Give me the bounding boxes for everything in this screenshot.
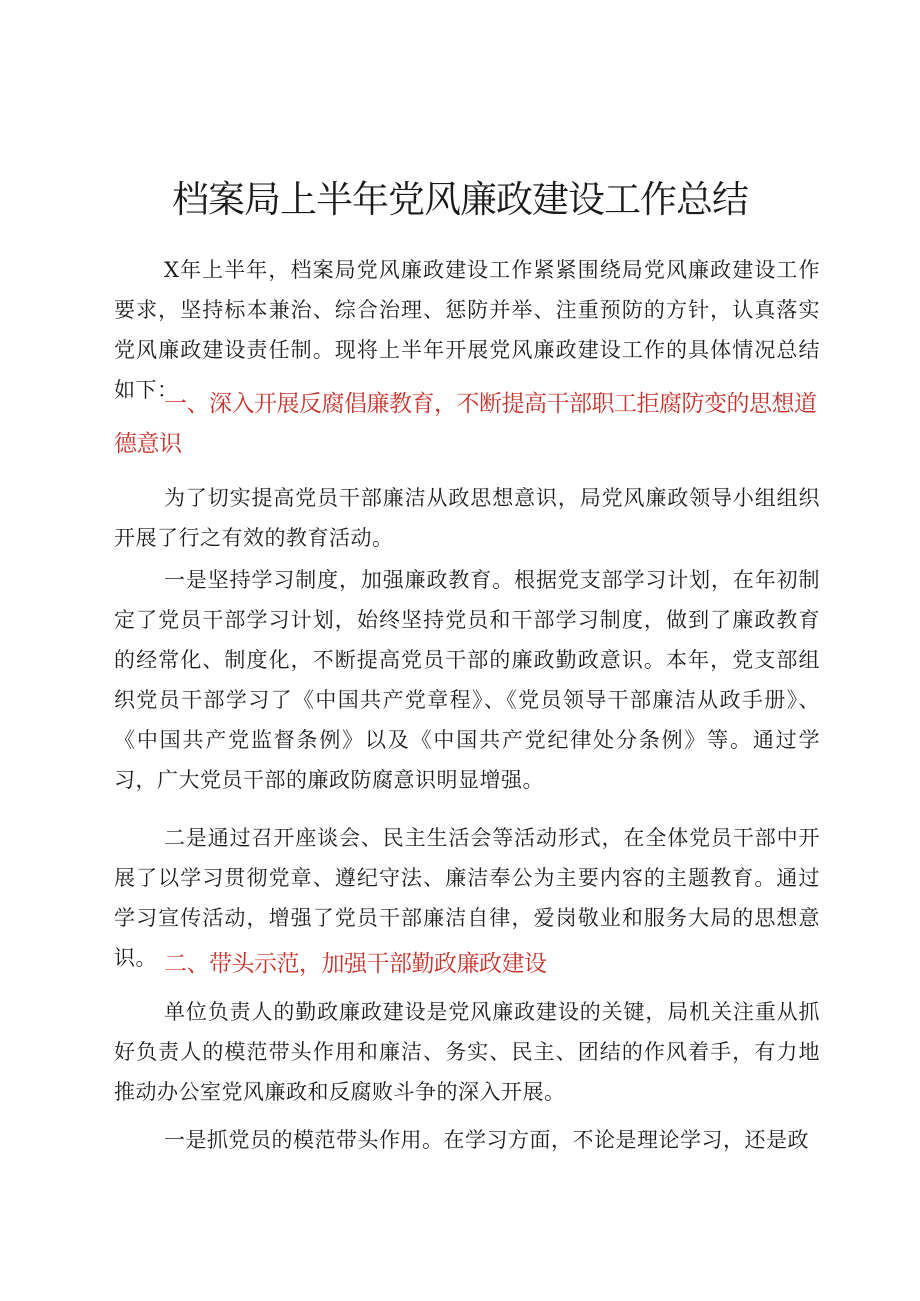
section-2-paragraph-2: 一是抓党员的模范带头作用。在学习方面，不论是理论学习，还是政 (164, 1128, 809, 1152)
document-title: 档案局上半年党风廉政建设工作总结 (172, 178, 748, 221)
section-2-paragraph-1: 单位负责人的勤政廉政建设是党风廉政建设的关键，局机关注重从抓好负责人的模范带头作用和廉洁、务实、民主、团结的作风着手，有力地推动办公室党风廉政和反腐败斗争的深入开展。 (114, 1000, 820, 1104)
section-1-heading: 一、深入开展反腐倡廉教育，不断提高干部职工拒腐防变的思想道德意识 (114, 391, 817, 457)
section-1-paragraph-3: 二是通过召开座谈会、民主生活会等活动形式，在全体党员干部中开展了以学习贯彻党章、遵纪守法、廉洁奉公为主要内容的主题教育。通过学习宣传活动，增强了党员干部廉洁自律，爱岗敬业和服务大局的思想意识。 (114, 826, 820, 970)
intro-paragraph: X年上半年，档案局党风廉政建设工作紧紧围绕局党风廉政建设工作要求，坚持标本兼治、综合治理、惩防并举、注重预防的方针，认真落实党风廉政建设责任制。现将上半年开展党风廉政建设工作的具体情况总结如下： (114, 258, 820, 402)
section-1-paragraph-1: 为了切实提高党员干部廉洁从政思想意识，局党风廉政领导小组组织开展了行之有效的教育活动。 (114, 486, 820, 550)
section-1-paragraph-2: 一是坚持学习制度，加强廉政教育。根据党支部学习计划，在年初制定了党员干部学习计划，始终坚持党员和干部学习制度，做到了廉政教育的经常化、制度化，不断提高党员干部的廉政勤政意识。本年，党支部组织党员干部学习了《中国共产党章程》、《党员领导干部廉洁从政手册》、《中国共产党监督条例》以及《中国共产党纪律处分条例》等。通过学习，广大党员干部的廉政防腐意识明显增强。 (114, 568, 820, 792)
section-2-heading: 二、带头示范，加强干部勤政廉政建设 (164, 951, 547, 977)
